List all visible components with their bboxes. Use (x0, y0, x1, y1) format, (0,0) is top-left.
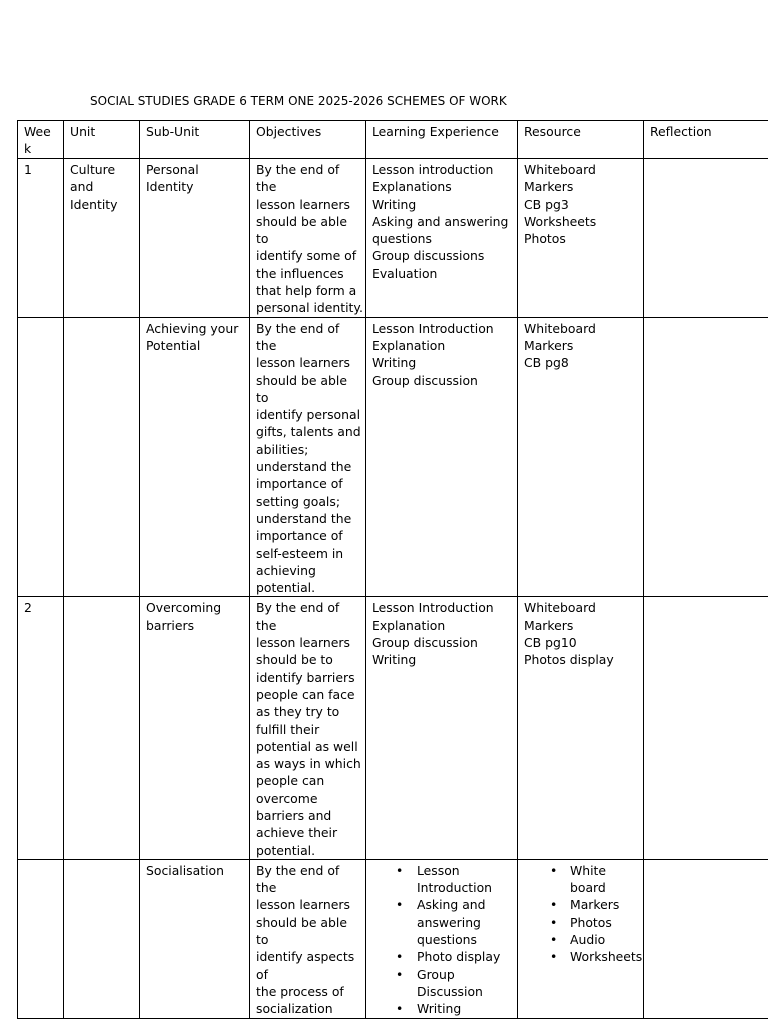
header-reflection: Reflection (644, 121, 768, 159)
week-cell (18, 317, 64, 597)
list-item: • Worksheets (524, 948, 641, 965)
list-item: • Photo display (372, 948, 515, 965)
header-resource: Resource (518, 121, 644, 159)
list-item: • White board (524, 862, 641, 897)
reflection-cell (644, 317, 768, 597)
list-item: • Group Discussion (372, 966, 515, 1001)
reflection-cell (644, 859, 768, 1018)
resource-cell: Whiteboard Markers CB pg8 (518, 317, 644, 597)
header-unit: Unit (64, 121, 140, 159)
reflection-cell (644, 597, 768, 859)
list-item: • Writing (372, 1000, 515, 1017)
scheme-table (17, 120, 768, 1019)
resource-cell (518, 859, 644, 1018)
table-row (18, 317, 768, 597)
resource-cell: Whiteboard Markers CB pg3 Worksheets Photos (518, 159, 644, 318)
sub-unit-cell: Achieving your Potential (140, 317, 250, 597)
week-cell: 1 (18, 159, 64, 318)
list-item: • Photos (524, 914, 641, 931)
objectives-cell: By the end of the lesson learners should be able to identify aspects of the process of socialization (250, 859, 366, 1018)
learning-experience-cell (366, 859, 518, 1018)
document-title: SOCIAL STUDIES GRADE 6 TERM ONE 2025-2026 SCHEMES OF WORK (90, 94, 507, 108)
learning-experience-cell: Lesson introduction Explanations Writing Asking and answering questions Group discussions Evaluation (366, 159, 518, 318)
week-cell: 2 (18, 597, 64, 859)
sub-unit-cell: Overcoming barriers (140, 597, 250, 859)
resource-cell: Whiteboard Markers CB pg10 Photos display (518, 597, 644, 859)
list-item: • Audio (524, 931, 641, 948)
header-learning-experience: Learning Experience (366, 121, 518, 159)
learning-experience-list (372, 862, 515, 1018)
list-item: • Lesson Introduction (372, 862, 515, 897)
header-objectives: Objectives (250, 121, 366, 159)
table-row (18, 159, 768, 318)
list-item: • Markers (524, 896, 641, 913)
unit-cell: Culture and Identity (64, 159, 140, 318)
objectives-cell: By the end of the lesson learners should be able to identify personal gifts, talents and abilities; understand the importance of setting goals; understand the importance of self-esteem in achieving potential. (250, 317, 366, 597)
objectives-cell: By the end of the lesson learners should be able to identify some of the influences that help form a personal identity. (250, 159, 366, 318)
header-sub-unit: Sub-Unit (140, 121, 250, 159)
week-cell (18, 859, 64, 1018)
unit-cell (64, 317, 140, 597)
table-header-row (18, 121, 768, 159)
unit-cell (64, 597, 140, 859)
sub-unit-cell: Socialisation (140, 859, 250, 1018)
header-week: Wee k (18, 121, 64, 159)
unit-cell (64, 859, 140, 1018)
learning-experience-cell: Lesson Introduction Explanation Writing Group discussion (366, 317, 518, 597)
reflection-cell (644, 159, 768, 318)
sub-unit-cell: Personal Identity (140, 159, 250, 318)
table-row (18, 597, 768, 859)
resource-list (524, 862, 641, 966)
list-item: • Asking and answering questions (372, 896, 515, 948)
table-row (18, 859, 768, 1018)
learning-experience-cell: Lesson Introduction Explanation Group discussion Writing (366, 597, 518, 859)
objectives-cell: By the end of the lesson learners should be to identify barriers people can face as they try to fulfill their potential as well as ways in which people can overcome barriers and achieve their potential. (250, 597, 366, 859)
